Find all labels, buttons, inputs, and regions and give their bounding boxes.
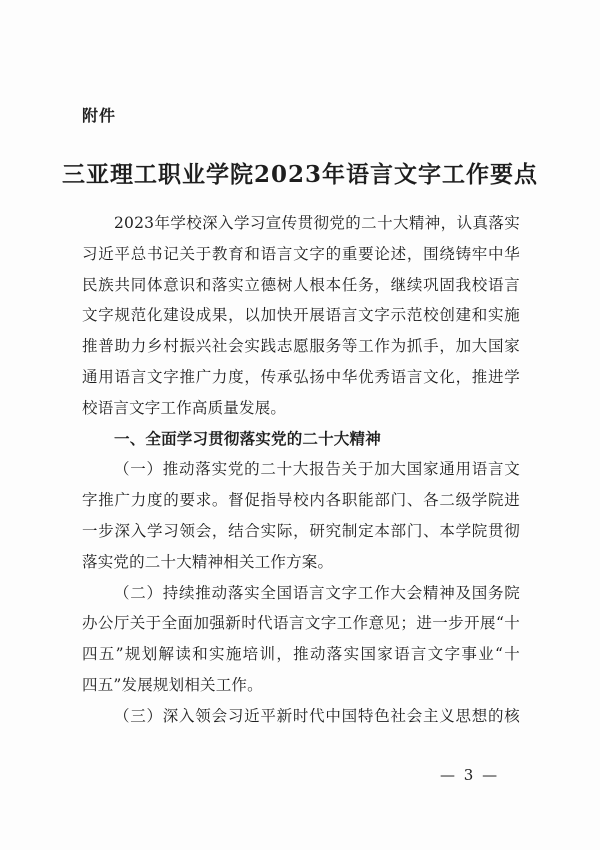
paragraph-line: （一）推动落实党的二十大报告关于加大国家通用语言文 (114, 460, 520, 479)
paragraph-line: 通用语言文字推广力度，传承弘扬中华优秀语言文化，推进学 (82, 367, 520, 386)
paragraph-line: 校语言文字工作高质量发展。 (82, 398, 287, 417)
attachment-label: 附件 (82, 106, 117, 125)
paragraph-line: 2023年学校深入学习宣传贯彻党的二十大精神，认真落实 (114, 214, 520, 232)
paragraph-line: 一步深入学习领会，结合实际，研究制定本部门、本学院贯彻 (82, 521, 520, 540)
document-body (82, 208, 520, 732)
item-2-paragraph (82, 578, 520, 701)
paragraph-line: （三）深入领会习近平新时代中国特色社会主义思想的核 (114, 706, 520, 725)
paragraph-line: （二）持续推动落实全国语言文字工作大会精神及国务院 (114, 583, 520, 602)
paragraph-line: 字推广力度的要求。督促指导校内各职能部门、各二级学院进 (82, 491, 520, 510)
paragraph-line: 四五”发展规划相关工作。 (82, 675, 263, 694)
paragraph-line: 习近平总书记关于教育和语言文字的重要论述，围绕铸牢中华 (82, 244, 520, 263)
section-heading: 一、全面学习贯彻落实党的二十大精神 (114, 429, 381, 448)
paragraph-line: 文字规范化建设成果，以加快开展语言文字示范校创建和实施 (82, 306, 520, 325)
paragraph-line: 四五”规划解读和实施培训，推动落实国家语言文字事业“十 (82, 645, 520, 664)
intro-paragraph (82, 208, 520, 424)
document-title: 三亚理工职业学院2023年语言文字工作要点 (61, 161, 538, 188)
paragraph-line: 落实党的二十大精神相关工作方案。 (82, 552, 334, 571)
paragraph-line: 民族共同体意识和落实立德树人根本任务，继续巩固我校语言 (82, 275, 520, 294)
item-1-paragraph (82, 454, 520, 577)
paragraph-line: 推普助力乡村振兴社会实践志愿服务等工作为抓手，加大国家 (82, 337, 520, 356)
item-3-paragraph (82, 701, 520, 732)
paragraph-line: 办公厅关于全面加强新时代语言文字工作意见；进一步开展“十 (82, 614, 520, 633)
page-number: — 3 — (440, 766, 500, 784)
